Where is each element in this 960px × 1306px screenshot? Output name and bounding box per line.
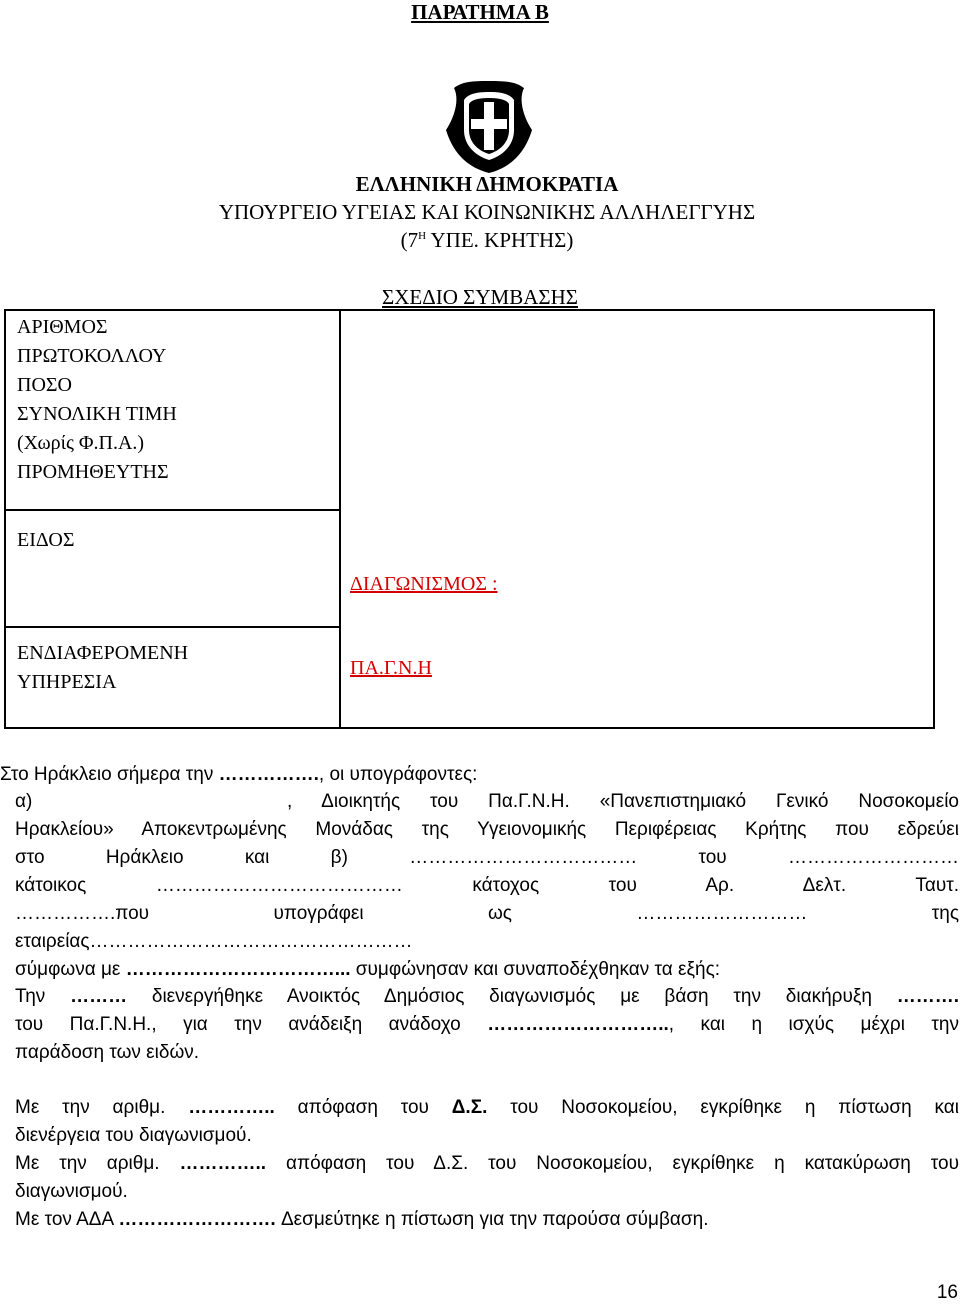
body-line-6: …………….που υπογράφει ως ……………………… της bbox=[15, 903, 959, 924]
contract-info-table bbox=[4, 309, 935, 729]
annex-title: ΠΑΡΑΤΗΜΑ Β bbox=[411, 0, 549, 24]
body-line-13: διενέργεια του διαγωνισμού. bbox=[15, 1125, 252, 1146]
body-line-8: σύμφωνα με ……………………………... συμφώνησαν και συναποδέχθηκαν τα εξής: bbox=[15, 959, 721, 980]
table-divider bbox=[339, 311, 341, 727]
body-line-16: Με τον ΑΔΑ ……………………. Δεσμεύτηκε η πίστωση για την παρούσα σύμβαση. bbox=[15, 1209, 709, 1230]
header-republic: ΕΛΛΗΝΙΚΗ ΔΗΜΟΚΡΑΤΙΑ bbox=[355, 172, 619, 196]
body-line-2b: , Διοικητής του Πα.Γ.Ν.Η. «Πανεπιστημιακό Γενικό Νοσοκομείο bbox=[287, 791, 959, 812]
body-line-5: κάτοικος ………………………………… κάτοχος του Αρ. Δελτ. Ταυτ. bbox=[15, 875, 959, 896]
label-protocol-block: ΑΡΙΘΜΟΣ ΠΡΩΤΟΚΟΛΛΟΥ ΠΟΣΟ ΣΥΝΟΛΙΚΗ ΤΙΜΗ (Χωρίς Φ.Π.Α.) ΠΡΟΜΗΘΕΥΤΗΣ bbox=[17, 316, 177, 483]
table-divider bbox=[6, 509, 339, 511]
hospital-label: ΠΑ.Γ.Ν.Η bbox=[350, 657, 432, 679]
body-line-11: παράδοση των ειδών. bbox=[15, 1042, 200, 1063]
header-ministry: ΥΠΟΥΡΓΕΙΟ ΥΓΕΙΑΣ ΚΑΙ ΚΟΙΝΩΝΙΚΗΣ ΑΛΛΗΛΕΓΓΥΗΣ bbox=[218, 200, 756, 224]
body-line-4: στο Ηράκλειο και β) ……………………………… του ……………………… bbox=[15, 847, 959, 868]
body-line-12: Με την αριθμ. ………….. απόφαση του Δ.Σ. του Νοσοκομείου, εγκρίθηκε η πίστωση και bbox=[15, 1097, 959, 1118]
schedule-title: ΣΧΕΔΙΟ ΣΥΜΒΑΣΗΣ bbox=[382, 285, 578, 309]
body-line-9: Την ……… διενεργήθηκε Ανοικτός Δημόσιος διαγωνισμός με βάση την διακήρυξη ………. bbox=[15, 986, 959, 1007]
body-line-15: διαγωνισμού. bbox=[15, 1181, 128, 1202]
body-line-14: Με την αριθμ. ………….. απόφαση του Δ.Σ. του Νοσοκομείου, εγκρίθηκε η κατακύρωση του bbox=[15, 1153, 959, 1174]
body-line-2a: α) bbox=[15, 791, 33, 812]
body-line-7: εταιρείας…………………………………………… bbox=[15, 931, 413, 952]
page-number: 16 bbox=[936, 1282, 958, 1303]
label-type: ΕΙΔΟΣ bbox=[17, 529, 75, 551]
label-service: ΕΝΔΙΑΦΕΡΟΜΕΝΗ ΥΠΗΡΕΣΙΑ bbox=[17, 642, 189, 693]
body-line-1: Στο Ηράκλειο σήμερα την ……………., οι υπογράφοντες: bbox=[0, 764, 478, 785]
body-line-3: Ηρακλείου» Αποκεντρωμένης Μονάδας της Υγειονομικής Περιφέρειας Κρήτης που εδρεύει bbox=[15, 819, 959, 840]
greek-emblem-icon bbox=[438, 78, 540, 176]
tender-label: ΔΙΑΓΩΝΙΣΜΟΣ : bbox=[350, 573, 498, 595]
header-region: ($7^H$ ΥΠΕ. ΚΡΗΤΗΣ) bbox=[400, 228, 574, 252]
table-divider bbox=[6, 626, 339, 628]
body-line-10: του Πα.Γ.Ν.Η., για την ανάδειξη ανάδοχο ……………………….., και η ισχύς μέχρι την bbox=[15, 1014, 959, 1035]
